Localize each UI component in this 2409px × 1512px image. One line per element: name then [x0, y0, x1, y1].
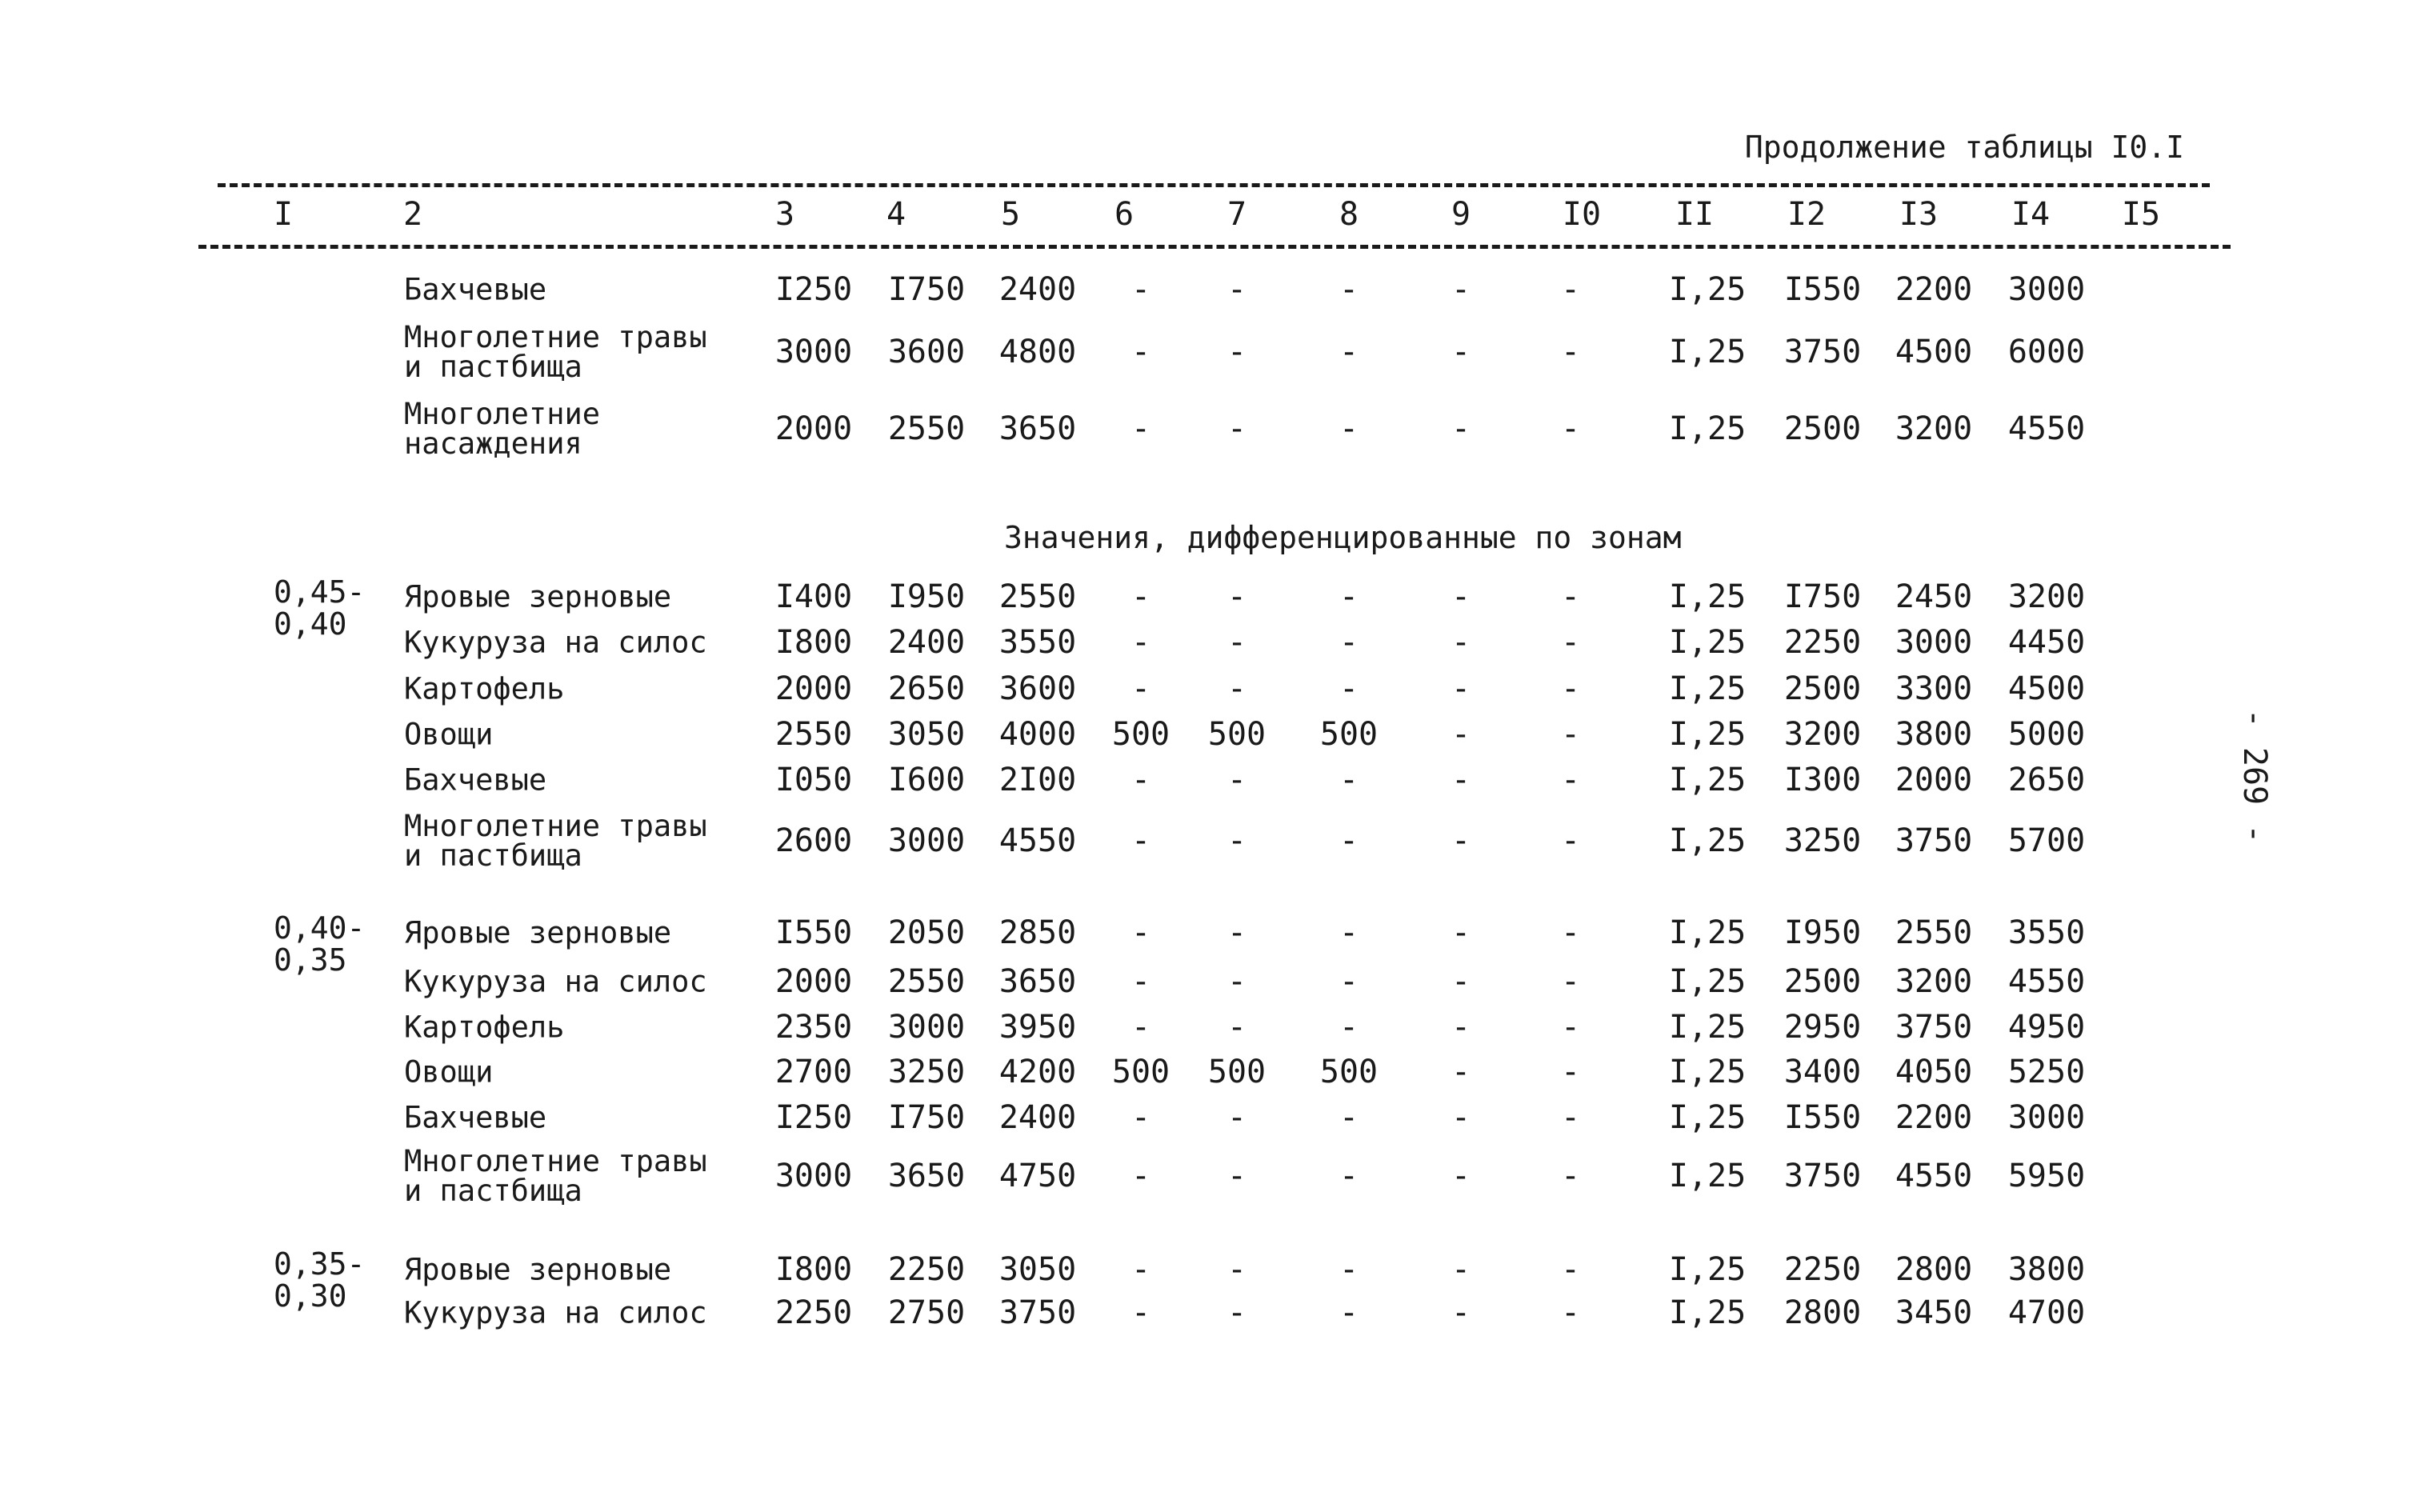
table-cell: - [1451, 1099, 1471, 1136]
table-cell: 4550 [1895, 1158, 1973, 1194]
table-cell: I400 [774, 578, 853, 615]
table-cell: I,25 [1668, 670, 1747, 707]
table-cell: - [1130, 822, 1151, 859]
table-cell: 2450 [1895, 578, 1973, 615]
table-cell: - [1560, 822, 1581, 859]
table-cell: 3650 [998, 410, 1077, 447]
table-cell: I,25 [1668, 334, 1747, 370]
table-cell: 4000 [998, 716, 1077, 753]
table-cell: I,25 [1668, 1054, 1747, 1090]
table-cell: - [1560, 914, 1581, 951]
table-cell: 3250 [1783, 822, 1862, 859]
table-cell: 3550 [2007, 914, 2086, 951]
table-cell: - [1339, 1251, 1359, 1288]
table-cell: - [1560, 963, 1581, 1000]
zone-range-line: 0,35 [274, 942, 347, 978]
table-cell: 2550 [887, 963, 966, 1000]
table-cell: 3750 [1783, 1158, 1862, 1194]
crop-name [404, 272, 547, 307]
table-cell: I250 [774, 1099, 853, 1136]
table-cell: 3250 [887, 1054, 966, 1090]
table-cell: - [1227, 822, 1247, 859]
table-cell: - [1339, 963, 1359, 1000]
table-cell: 5000 [2007, 716, 2086, 753]
table-cell: - [1451, 762, 1471, 798]
table-cell: - [1227, 963, 1247, 1000]
crop-name [404, 625, 707, 660]
table-cell: - [1560, 410, 1581, 447]
column-header: 2 [402, 196, 423, 233]
table-cell: - [1130, 670, 1151, 707]
table-cell: 4200 [998, 1054, 1077, 1090]
table-cell: 500 [1111, 1054, 1170, 1090]
table-cell: I950 [1783, 914, 1862, 951]
crop-name-line: Бахчевые [404, 1100, 547, 1135]
table-cell: - [1227, 914, 1247, 951]
table-cell: 2550 [1895, 914, 1973, 951]
table-cell: - [1339, 410, 1359, 447]
crop-name-line: Многолетние травы [404, 1144, 707, 1178]
table-cell: - [1339, 624, 1359, 661]
table-cell: 5950 [2007, 1158, 2086, 1194]
table-cell: - [1560, 762, 1581, 798]
column-header: 6 [1114, 196, 1134, 233]
crop-name-line: Яровые зерновые [404, 579, 672, 614]
table-cell: I,25 [1668, 578, 1747, 615]
table-cell: 2050 [887, 914, 966, 951]
table-cell: 2500 [1783, 410, 1862, 447]
column-header: 8 [1339, 196, 1359, 233]
table-cell: - [1451, 271, 1471, 308]
table-cell: - [1560, 334, 1581, 370]
crop-name-line: и пастбища [404, 350, 582, 384]
table-cell: I,25 [1668, 1009, 1747, 1046]
table-cell: - [1560, 1009, 1581, 1046]
column-header: II [1675, 196, 1715, 233]
table-cell: 3550 [998, 624, 1077, 661]
table-cell: 4500 [1895, 334, 1973, 370]
table-cell: - [1130, 271, 1151, 308]
zone-range [274, 1248, 365, 1312]
zone-range-line: 0,35- [274, 1246, 366, 1282]
table-cell: I800 [774, 1251, 853, 1288]
table-cell: - [1451, 1251, 1471, 1288]
table-cell: - [1339, 914, 1359, 951]
crop-name [404, 397, 601, 461]
table-cell: 4450 [2007, 624, 2086, 661]
table-cell: 3950 [998, 1009, 1077, 1046]
header-bottom-rule [198, 245, 2231, 249]
table-cell: 2750 [887, 1294, 966, 1331]
table-cell: 2400 [887, 624, 966, 661]
table-cell: I750 [887, 271, 966, 308]
table-cell: - [1227, 624, 1247, 661]
table-cell: 2800 [1895, 1251, 1973, 1288]
table-cell: I,25 [1668, 1099, 1747, 1136]
table-cell: 3750 [1783, 334, 1862, 370]
table-cell: 2800 [1783, 1294, 1862, 1331]
table-cell: 3000 [2007, 271, 2086, 308]
crop-name [404, 322, 707, 382]
table-cell: - [1451, 670, 1471, 707]
column-header: I4 [2011, 196, 2051, 233]
table-cell: 500 [1207, 716, 1267, 753]
column-header: 3 [774, 196, 795, 233]
table-cell: - [1560, 1099, 1581, 1136]
table-cell: - [1339, 822, 1359, 859]
table-cell: 2950 [1783, 1009, 1862, 1046]
zone-range-line: 0,40 [274, 606, 347, 642]
table-cell: 2550 [887, 410, 966, 447]
crop-name-line: Бахчевые [404, 762, 547, 798]
table-cell: 2200 [1895, 1099, 1973, 1136]
table-cell: I800 [774, 624, 853, 661]
column-header: 7 [1227, 196, 1247, 233]
crop-name-line: Овощи [404, 717, 494, 752]
table-cell: - [1130, 1251, 1151, 1288]
crop-name-line: Кукуруза на силос [404, 964, 707, 999]
table-cell: - [1130, 410, 1151, 447]
table-cell: I600 [887, 762, 966, 798]
table-cell: 4050 [1895, 1054, 1973, 1090]
table-cell: - [1339, 762, 1359, 798]
table-cell: I,25 [1668, 624, 1747, 661]
table-cell: - [1451, 914, 1471, 951]
table-cell: - [1560, 271, 1581, 308]
table-cell: 4750 [998, 1158, 1077, 1194]
table-cell: 2000 [774, 963, 853, 1000]
table-cell: I,25 [1668, 914, 1747, 951]
table-cell: - [1227, 1294, 1247, 1331]
page-number: - 269 - [2236, 708, 2273, 844]
table-cell: 2550 [998, 578, 1077, 615]
crop-name [404, 1252, 672, 1287]
table-cell: - [1560, 716, 1581, 753]
table-cell: 5250 [2007, 1054, 2086, 1090]
table-cell: - [1339, 1158, 1359, 1194]
crop-name-line: Бахчевые [404, 272, 547, 307]
table-cell: - [1339, 334, 1359, 370]
table-cell: 4800 [998, 334, 1077, 370]
table-cell: 3050 [887, 716, 966, 753]
table-cell: 3800 [2007, 1251, 2086, 1288]
crop-name [404, 1010, 565, 1045]
table-cell: 2000 [774, 670, 853, 707]
table-cell: - [1451, 1158, 1471, 1194]
table-cell: 4550 [2007, 410, 2086, 447]
table-cell: 3000 [887, 822, 966, 859]
crop-name-line: Многолетние [404, 397, 601, 431]
table-cell: 3000 [774, 334, 853, 370]
table-cell: 2650 [2007, 762, 2086, 798]
table-cell: 3750 [1895, 822, 1973, 859]
table-cell: - [1227, 334, 1247, 370]
table-cell: 2700 [774, 1054, 853, 1090]
table-cell: - [1339, 1009, 1359, 1046]
table-cell: 2500 [1783, 963, 1862, 1000]
crop-name-line: Яровые зерновые [404, 915, 672, 950]
table-cell: - [1130, 334, 1151, 370]
table-cell: - [1130, 914, 1151, 951]
table-cell: - [1339, 271, 1359, 308]
crop-name [404, 1295, 707, 1330]
table-cell: - [1560, 578, 1581, 615]
table-cell: 500 [1111, 716, 1170, 753]
crop-name [404, 915, 672, 950]
table-cell: I550 [1783, 271, 1862, 308]
table-cell: I,25 [1668, 963, 1747, 1000]
table-cell: 4950 [2007, 1009, 2086, 1046]
table-cell: - [1339, 670, 1359, 707]
crop-name-line: Многолетние травы [404, 809, 707, 843]
table-cell: I750 [1783, 578, 1862, 615]
crop-name-line: и пастбища [404, 1174, 582, 1208]
crop-name [404, 671, 565, 706]
table-cell: I750 [887, 1099, 966, 1136]
table-cell: - [1560, 1158, 1581, 1194]
table-cell: 4700 [2007, 1294, 2086, 1331]
table-cell: - [1560, 624, 1581, 661]
table-cell: 3200 [1895, 410, 1973, 447]
table-cell: I550 [1783, 1099, 1862, 1136]
crop-name [404, 1100, 547, 1135]
table-cell: 2250 [887, 1251, 966, 1288]
table-cell: - [1451, 578, 1471, 615]
table-cell: 3650 [998, 963, 1077, 1000]
table-cell: I,25 [1668, 271, 1747, 308]
table-cell: - [1339, 1294, 1359, 1331]
table-cell: 4500 [2007, 670, 2086, 707]
crop-name-line: Яровые зерновые [404, 1252, 672, 1287]
table-cell: - [1227, 762, 1247, 798]
table-cell: 2I00 [998, 762, 1077, 798]
table-cell: - [1130, 578, 1151, 615]
table-cell: 3400 [1783, 1054, 1862, 1090]
table-cell: I,25 [1668, 1158, 1747, 1194]
table-cell: 3000 [887, 1009, 966, 1046]
crop-name [404, 964, 707, 999]
table-cell: - [1339, 578, 1359, 615]
table-cell: I,25 [1668, 1294, 1747, 1331]
table-cell: 3750 [1895, 1009, 1973, 1046]
table-cell: 3650 [887, 1158, 966, 1194]
table-cell: 2250 [1783, 624, 1862, 661]
table-cell: 2000 [1895, 762, 1973, 798]
table-cell: 2200 [1895, 271, 1973, 308]
table-cell: 2400 [998, 271, 1077, 308]
column-header: I3 [1899, 196, 1939, 233]
crop-name-line: Овощи [404, 1054, 494, 1090]
table-cell: - [1227, 670, 1247, 707]
crop-name-line: Многолетние травы [404, 320, 707, 354]
table-cell: I,25 [1668, 410, 1747, 447]
table-cell: 2500 [1783, 670, 1862, 707]
table-cell: 3000 [1895, 624, 1973, 661]
column-header: I0 [1562, 196, 1602, 233]
crop-name [404, 762, 547, 798]
table-cell: 2850 [998, 914, 1077, 951]
table-cell: - [1451, 963, 1471, 1000]
table-cell: I950 [887, 578, 966, 615]
table-cell: 3600 [998, 670, 1077, 707]
table-cell: - [1451, 1054, 1471, 1090]
table-cell: 3200 [1895, 963, 1973, 1000]
section-title: Значения, дифференцированные по зонам [1004, 520, 1682, 555]
table-cell: - [1451, 716, 1471, 753]
table-cell: I550 [774, 914, 853, 951]
table-cell: 2250 [774, 1294, 853, 1331]
zone-range-line: 0,30 [274, 1278, 347, 1314]
crop-name [404, 717, 494, 752]
table-cell: - [1227, 1009, 1247, 1046]
crop-name [404, 579, 672, 614]
table-cell: 500 [1207, 1054, 1267, 1090]
table-cell: - [1227, 271, 1247, 308]
crop-name-line: Кукуруза на силос [404, 625, 707, 660]
table-cell: I,25 [1668, 762, 1747, 798]
table-cell: 5700 [2007, 822, 2086, 859]
column-header: 4 [886, 196, 906, 233]
table-cell: I250 [774, 271, 853, 308]
crop-name-line: и пастбища [404, 838, 582, 873]
crop-name-line: насаждения [404, 426, 582, 461]
crop-name [404, 1054, 494, 1090]
table-cell: - [1227, 578, 1247, 615]
table-cell: 3200 [1783, 716, 1862, 753]
table-cell: - [1227, 410, 1247, 447]
zone-range-line: 0,40- [274, 910, 366, 946]
table-cell: - [1560, 1251, 1581, 1288]
table-cell: - [1451, 1294, 1471, 1331]
table-cell: 2550 [774, 716, 853, 753]
table-cell: 3200 [2007, 578, 2086, 615]
header-top-rule [218, 183, 2210, 187]
zone-range-line: 0,45- [274, 574, 366, 610]
table-cell: - [1339, 1099, 1359, 1136]
table-cell: - [1227, 1251, 1247, 1288]
crop-name [404, 1146, 707, 1206]
table-cell: 3000 [774, 1158, 853, 1194]
table-cell: 3750 [998, 1294, 1077, 1331]
table-cell: - [1227, 1099, 1247, 1136]
table-cell: - [1130, 1294, 1151, 1331]
crop-name-line: Картофель [404, 1010, 565, 1045]
table-cell: I,25 [1668, 822, 1747, 859]
table-cell: 2600 [774, 822, 853, 859]
table-cell: - [1451, 1009, 1471, 1046]
table-cell: I050 [774, 762, 853, 798]
table-cell: - [1130, 1158, 1151, 1194]
zone-range [274, 576, 365, 640]
crop-name-line: Картофель [404, 671, 565, 706]
crop-name-line: Кукуруза на силос [404, 1295, 707, 1330]
table-cell: - [1560, 1054, 1581, 1090]
table-cell: 2000 [774, 410, 853, 447]
table-cell: 3800 [1895, 716, 1973, 753]
table-cell: - [1130, 1009, 1151, 1046]
table-cell: 3300 [1895, 670, 1973, 707]
table-cell: 3000 [2007, 1099, 2086, 1136]
column-header: 5 [1000, 196, 1021, 233]
table-cell: - [1130, 624, 1151, 661]
table-cell: - [1130, 963, 1151, 1000]
table-cell: - [1451, 334, 1471, 370]
table-cell: 500 [1319, 716, 1379, 753]
table-cell: 4550 [2007, 963, 2086, 1000]
table-cell: I,25 [1668, 1251, 1747, 1288]
table-cell: 2400 [998, 1099, 1077, 1136]
table-cell: 6000 [2007, 334, 2086, 370]
table-cell: - [1560, 670, 1581, 707]
table-cell: 3450 [1895, 1294, 1973, 1331]
table-cell: 2650 [887, 670, 966, 707]
table-cell: - [1451, 822, 1471, 859]
column-header: 9 [1451, 196, 1471, 233]
table-cell: I,25 [1668, 716, 1747, 753]
column-header: I5 [2121, 196, 2161, 233]
table-cell: - [1227, 1158, 1247, 1194]
table-cell: - [1130, 762, 1151, 798]
table-cell: 2350 [774, 1009, 853, 1046]
column-header: I2 [1787, 196, 1827, 233]
table-cell: 2250 [1783, 1251, 1862, 1288]
table-cell: 4550 [998, 822, 1077, 859]
table-cell: - [1130, 1099, 1151, 1136]
table-cell: 3600 [887, 334, 966, 370]
table-cell: - [1451, 624, 1471, 661]
table-caption: Продолжение таблицы I0.I [1744, 130, 2184, 165]
crop-name [404, 809, 707, 873]
zone-range [274, 912, 365, 976]
table-cell: 500 [1319, 1054, 1379, 1090]
table-cell: - [1451, 410, 1471, 447]
table-cell: - [1560, 1294, 1581, 1331]
table-cell: I300 [1783, 762, 1862, 798]
column-header: I [273, 196, 294, 233]
table-cell: 3050 [998, 1251, 1077, 1288]
